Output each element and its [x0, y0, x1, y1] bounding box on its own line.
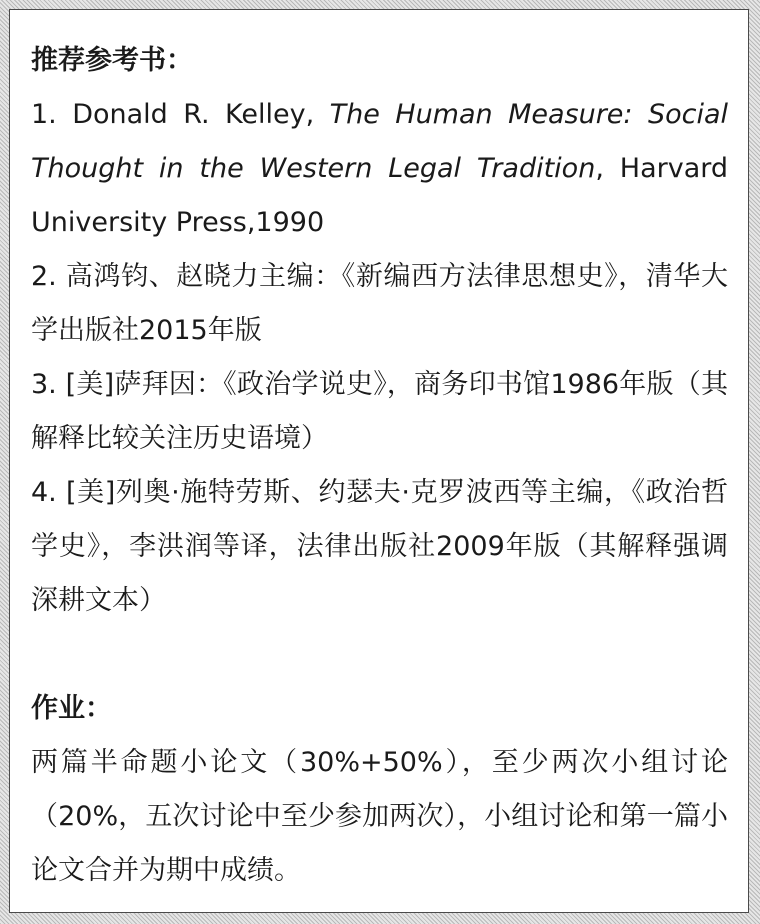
homework-heading: 作业： [31, 693, 112, 724]
reference-1-book-title: The Human Measure: Social Thought in the Western Legal Tradition [31, 99, 728, 184]
reference-1-publisher: , Harvard University Press,1990 [31, 153, 729, 238]
reference-1-author: 1. Donald R. Kelley, [31, 99, 330, 130]
reference-item-1 [31, 88, 728, 250]
reference-item-2: 2. 高鸿钧、赵晓力主编：《新编西方法律思想史》，清华大学出版社2015年版 [31, 261, 728, 346]
reference-item-4: 4. [美]列奥·施特劳斯、约瑟夫·克罗波西等主编，《政治哲学史》，李洪润等译，法律出版社2009年版（其解释强调深耕文本） [31, 477, 728, 616]
syllabus-card [9, 9, 749, 913]
section-spacer [31, 628, 728, 682]
reference-item-3: 3. [美]萨拜因：《政治学说史》，商务印书馆1986年版（其解释比较关注历史语境） [31, 369, 728, 454]
homework-description: 两篇半命题小论文（30%+50%），至少两次小组讨论（20%，五次讨论中至少参加两次），小组讨论和第一篇小论文合并为期中成绩。 [31, 747, 728, 886]
references-heading: 推荐参考书： [31, 45, 193, 76]
